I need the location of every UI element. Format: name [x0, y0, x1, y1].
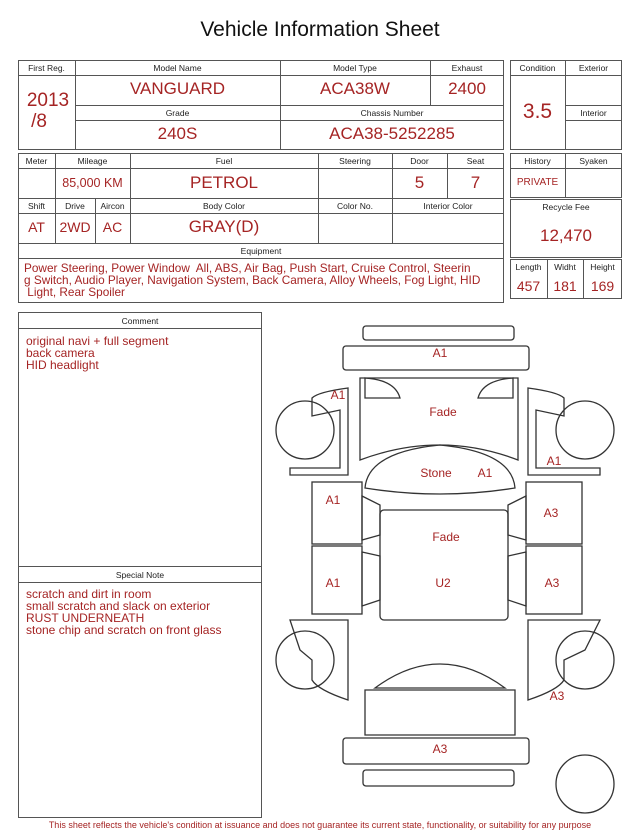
front-left-wheel — [276, 401, 334, 459]
first-reg-year: 2013 — [26, 90, 70, 111]
damage-windshield: Stone — [420, 466, 452, 480]
damage-left-rear-door: A1 — [325, 576, 341, 590]
spare-wheel — [556, 755, 614, 813]
fuel-value: PETROL — [189, 173, 259, 192]
chassis-value: ACA38-5252285 — [329, 124, 455, 143]
interior-color-label: Interior Color — [423, 201, 473, 211]
door-value: 5 — [414, 173, 425, 192]
disclaimer: This sheet reflects the vehicle's condition at issuance and does not guarantee its current state, functionality, or suitability for any purpose — [48, 820, 592, 830]
comment-line: back camera — [26, 346, 95, 360]
grade-value: 240S — [157, 124, 198, 143]
recycle-label: Recycle Fee — [542, 202, 590, 212]
chassis-label: Chassis Number — [360, 108, 424, 118]
rear-left-wheel — [276, 631, 334, 689]
right-front-window — [508, 496, 526, 540]
exhaust-label: Exhaust — [451, 63, 483, 73]
length-value: 457 — [516, 278, 541, 294]
first-reg-month: /8 — [31, 111, 47, 132]
comment-line: original navi + full segment — [26, 334, 169, 348]
right-rear-window — [508, 552, 526, 606]
model-name-label: Model Name — [153, 63, 202, 73]
body-color-value: GRAY(D) — [188, 217, 260, 236]
shift-label: Shift — [27, 201, 45, 211]
height-label: Height — [590, 262, 615, 272]
body-color-label: Body Color — [202, 201, 246, 211]
model-type-value: ACA38W — [320, 79, 390, 98]
hood-panel — [360, 378, 518, 460]
damage-right-rear-door: A3 — [544, 576, 560, 590]
damage-right-rear-quarter: A3 — [549, 689, 565, 703]
front-right-wheel — [556, 401, 614, 459]
recycle-value: 12,470 — [540, 226, 592, 245]
aircon-value: AC — [102, 219, 123, 235]
rear-glass — [375, 664, 505, 688]
model-name-value: VANGUARD — [129, 79, 226, 98]
door-label: Door — [410, 156, 429, 166]
width-label: Widht — [554, 262, 576, 272]
mileage-label: Mileage — [77, 156, 108, 166]
special-note-label: Special Note — [115, 570, 165, 580]
damage-hood: Fade — [429, 405, 457, 419]
grade-label: Grade — [165, 108, 190, 118]
length-label: Length — [515, 262, 542, 272]
color-no-label: Color No. — [337, 201, 373, 211]
damage-right-front-door: A3 — [543, 506, 559, 520]
fuel-label: Fuel — [215, 156, 233, 166]
aircon-label: Aircon — [100, 201, 125, 211]
left-front-door — [312, 482, 362, 544]
exterior-label: Exterior — [578, 63, 609, 73]
right-headlight — [478, 378, 513, 398]
front-bumper-panel — [363, 326, 514, 340]
mileage-value: 85,000 KM — [62, 176, 123, 190]
damage-windshield-2: A1 — [477, 466, 493, 480]
exhaust-value: 2400 — [448, 79, 486, 98]
syaken-label: Syaken — [579, 156, 608, 166]
equipment-line-3: Light, Rear Spoiler — [24, 285, 125, 299]
damage-roof-2: U2 — [435, 576, 451, 590]
sheet-title: Vehicle Information Sheet — [200, 18, 440, 41]
damage-front-bumper: A1 — [432, 346, 448, 360]
shift-value: AT — [28, 219, 45, 235]
interior-label: Interior — [580, 108, 607, 118]
first-reg-label: First Reg. — [28, 63, 65, 73]
history-label: History — [524, 156, 551, 166]
drive-value: 2WD — [59, 219, 91, 235]
seat-label: Seat — [466, 156, 485, 166]
damage-front-left-fender: A1 — [330, 388, 346, 402]
comment-line: HID headlight — [26, 358, 99, 372]
damage-left-front-door: A1 — [325, 493, 341, 507]
history-value: PRIVATE — [516, 177, 559, 188]
rear-bumper-lower — [363, 770, 514, 786]
condition-score: 3.5 — [522, 100, 553, 123]
condition-label: Condition — [519, 63, 556, 73]
seat-value: 7 — [470, 173, 481, 192]
comment-label: Comment — [121, 316, 159, 326]
left-headlight — [365, 378, 400, 398]
meter-label: Meter — [25, 156, 48, 166]
special-note-line: small scratch and slack on exterior — [26, 599, 211, 613]
special-note-line: RUST UNDERNEATH — [26, 611, 145, 625]
model-type-label: Model Type — [333, 63, 377, 73]
damage-rear-bumper: A3 — [432, 742, 448, 756]
tailgate — [365, 690, 515, 735]
drive-label: Drive — [65, 201, 85, 211]
width-value: 181 — [553, 278, 577, 294]
left-rear-window — [362, 552, 380, 606]
rear-right-quarter — [528, 620, 600, 700]
height-value: 169 — [590, 278, 615, 294]
roof-panel — [380, 510, 508, 620]
special-note-line: stone chip and scratch on front glass — [26, 623, 222, 637]
equipment-line-2: g Switch, Audio Player, Navigation System, Back Camera, Alloy Wheels, Fog Light, HID — [24, 273, 481, 287]
left-front-window — [362, 496, 380, 540]
equipment-line-1: Power Steering, Power Window All, ABS, Air Bag, Push Start, Cruise Control, Steerin — [24, 261, 471, 275]
damage-front-right-fender: A1 — [546, 454, 562, 468]
steering-label: Steering — [339, 156, 371, 166]
comment-box — [18, 312, 262, 818]
special-note-line: scratch and dirt in room — [26, 587, 152, 601]
equipment-label: Equipment — [240, 246, 282, 256]
damage-roof: Fade — [432, 530, 460, 544]
